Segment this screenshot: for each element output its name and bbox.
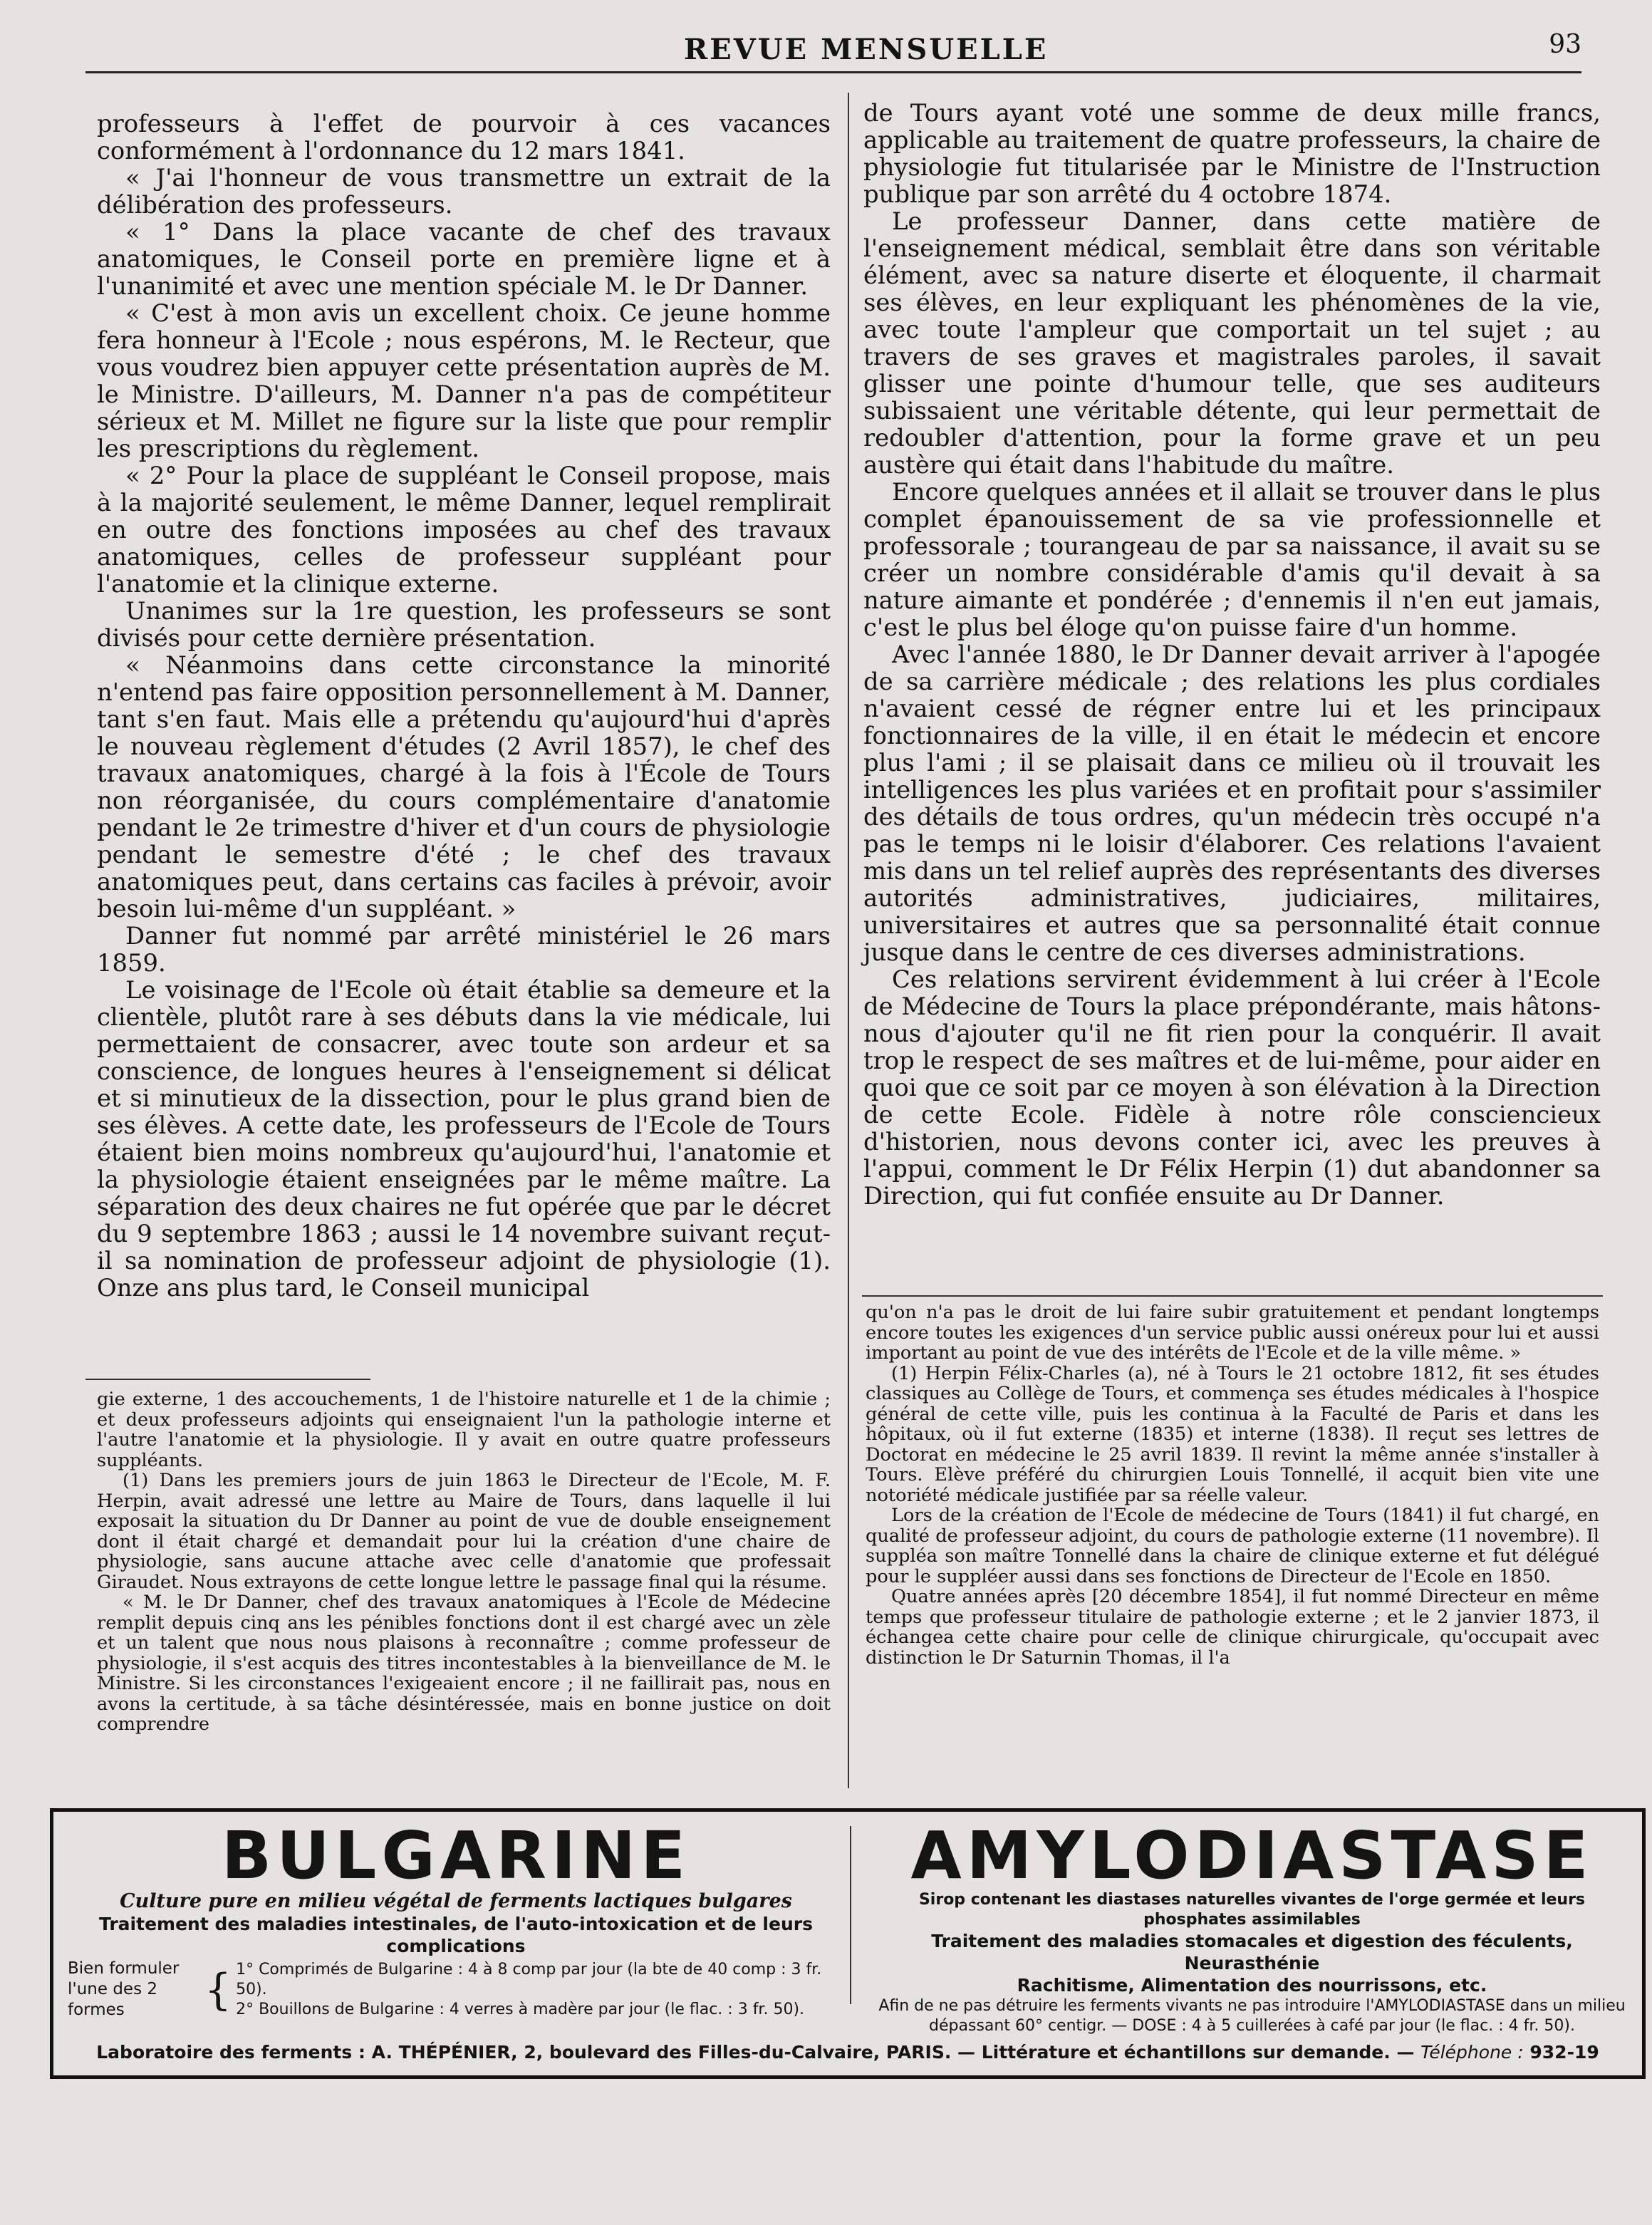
right-paragraph: Encore quelques années et il allait se trouver dans le plus complet épanouissement de sa vie professionnelle et professorale ; tourangeau de par sa naissance, il avait su se créer un nombre considérable d'amis qu'il devait à sa nature aimante et pondérée ; d'ennemis il n'en eut jamais, c'est le plus bel éloge qu'on puisse faire d'un homme. — [863, 478, 1601, 641]
ad-footer — [68, 2042, 1628, 2063]
left-paragraph: « C'est à mon avis un excellent choix. Ce jeune homme fera honneur à l'Ecole ; nous espérons, M. le Recteur, que vous voudrez bien appuyer cette présentation auprès de M. le Ministre. D'ailleurs, M. Danner n'a pas de compétiteur sérieux et M. Millet ne figure sur la liste que pour remplir les prescriptions du règlement. — [97, 299, 831, 462]
amylodiastase-line: Rachitisme, Alimentation des nourrissons, etc. — [1017, 1975, 1487, 1996]
footnote-rule — [862, 1295, 1603, 1297]
amylodiastase-line: Traitement des maladies stomacales et digestion des féculents, Neurasthénie — [931, 1931, 1573, 1974]
left-paragraph: Le voisinage de l'Ecole où était établie sa demeure et la clientèle, plutôt rare à ses débuts dans la vie médicale, lui permettaient de consacrer, avec toute son ardeur et sa conscience, de longues heures à l'enseignement si délicat et si minutieux de la dissection, pour le plus grand bien de ses élèves. A cette date, les professeurs de l'Ecole de Tours étaient bien moins nombreux qu'aujourd'hui, l'anatomie et la physiologie étaient enseignées par le même maître. La séparation des deux chaires ne fut opérée que par le décret du 9 septembre 1863 ; aussi le 14 novembre suivant reçut-il sa nomination de professeur adjoint de physiologie (1). Onze ans plus tard, le Conseil municipal — [97, 976, 831, 1302]
dosage-item: 2° Bouillons de Bulgarine : 4 verres à madère par jour (le flac. : 3 fr. 50). — [236, 2000, 805, 2018]
footnote: « M. le Dr Danner, chef des travaux anatomiques à l'Ecole de Médecine remplit depuis cinq ans les pénibles fonctions dont il est chargé avec un zèle et un talent que nous nous plaisons à reconnaître ; comme professeur de physiologie, il s'est acquis des titres incontestables à la bienveillance de M. le Ministre. Si les circonstances l'exigeaient encore ; il ne faillirait pas, nous en avons la certitude, à sa tâche désintéressée, mais en bonne justice on doit comprendre — [97, 1592, 831, 1735]
bulgarine-tagline: Culture pure en milieu végétal de ferments lactiques bulgares — [120, 1890, 792, 1912]
bulgarine-brand: BULGARINE — [221, 1817, 691, 1894]
amylodiastase-line: Sirop contenant les diastases naturelles vivantes de l'orge germée et leurs phosphates assimilables — [918, 1891, 1586, 1929]
laboratory-address: Laboratoire des ferments : A. THÉPÉNIER, 2, boulevard des Filles-du-Calvaire, PARIS. — Littérature et échantillons sur demande. — — [96, 2042, 1415, 2063]
advertisement-box — [50, 1808, 1646, 2079]
bulgarine-indication: Traitement des maladies intestinales, de l'auto-intoxication et de leurs complications — [99, 1914, 813, 1956]
page-number: 93 — [1549, 30, 1581, 59]
left-paragraph: « 1° Dans la place vacante de chef des travaux anatomiques, le Conseil porte en première ligne et à l'unanimité et avec une mention spéciale M. le Dr Danner. — [97, 218, 831, 300]
right-paragraph: Ces relations servirent évidemment à lui créer à l'Ecole de Médecine de Tours la place prépondérante, mais hâtons-nous d'ajouter qu'il ne fit rien pour la conquérir. Il avait trop le respect de ses maîtres et de lui-même, pour aider en quoi que ce soit par ce moyen à son élévation à la Direction de cette Ecole. Fidèle à notre rôle consciencieux d'historien, nous devons conter ici, avec les preuves à l'appui, comment le Dr Félix Herpin (1) dut abandonner sa Direction, qui fut confiée ensuite au Dr Danner. — [863, 965, 1601, 1210]
footnote: Lors de la création de l'Ecole de médecine de Tours (1841) il fut chargé, en qualité de professeur adjoint, du cours de pathologie externe (11 novembre). Il suppléa son maître Tonnellé dans la chaire de clinique externe et fut délégué pour le suppléer aussi dans ses fonctions de Directeur de l'Ecole en 1850. — [866, 1505, 1599, 1587]
column-divider — [848, 93, 849, 1788]
header-rule — [85, 71, 1581, 73]
running-title: REVUE MENSUELLE — [684, 33, 1049, 66]
right-paragraph: Avec l'année 1880, le Dr Danner devait arriver à l'apogée de sa carrière médicale ; des relations les plus cordiales n'avaient cessé de régner entre lui et les principaux fonctionnaires de la ville, il en était le médecin et encore plus l'ami ; il se plaisait dans ce milieu où il trouvait les intelligences les plus variées et en profitait pour s'assimiler des détails de tous ordres, qu'un médecin très occupé n'a pas le temps ni le loisir d'élaborer. Ces relations l'avaient mis dans un tel relief auprès des représentants des diverses autorités administratives, judiciaires, militaires, universitaires et autres que sa personnalité était connue jusque dans le centre de ces diverses administrations. — [863, 640, 1601, 966]
brace-icon: { — [204, 1964, 232, 2015]
left-paragraph: Danner fut nommé par arrêté ministériel le 26 mars 1859. — [97, 922, 831, 977]
footnote: qu'on n'a pas le droit de lui faire subir gratuitement et pendant longtemps encore toutes les exigences d'un service public aussi onéreux pour lui et aussi important au point de vue des intérêts de l'Ecole et de la ville même. » — [866, 1302, 1599, 1364]
bulgarine-ad — [68, 1817, 844, 2021]
bulgarine-dosage — [68, 1959, 844, 2021]
left-paragraph: « J'ai l'honneur de vous transmettre un extrait de la délibération des professeurs. — [97, 164, 831, 219]
left-paragraph: « 2° Pour la place de suppléant le Conseil propose, mais à la majorité seulement, le même Danner, lequel remplirait en outre des fonctions imposées au chef des travaux anatomiques, celles de professeur suppléant pour l'anatomie et la clinique externe. — [97, 462, 831, 598]
right-paragraph: de Tours ayant voté une somme de deux mille francs, applicable au traitement de quatre professeurs, la chaire de physiologie fut titularisée par le Ministre de l'Instruction publique par son arrêté du 4 octobre 1874. — [863, 99, 1601, 208]
footnote: gie externe, 1 des accouchements, 1 de l'histoire naturelle et 1 de la chimie ; et deux professeurs adjoints qui enseignaient l'un la pathologie interne et l'autre l'anatomie et la physiologie. Il y avait en outre quatre professeurs suppléants. — [97, 1389, 831, 1471]
dosage-items — [236, 1960, 844, 2020]
right-footnotes — [866, 1302, 1599, 1668]
right-column — [863, 100, 1601, 1210]
left-paragraph: « Néanmoins dans cette circonstance la minorité n'entend pas faire opposition personnellement à M. Danner, tant s'en faut. Mais elle a prétendu qu'aujourd'hui d'après le nouveau règlement d'études (2 Avril 1857), le chef des travaux anatomiques, chargé à la fois à l'École de Tours non réorganisée, du cours complémentaire d'anatomie pendant le 2e trimestre d'hiver et d'un cours de physiologie pendant le semestre d'été ; le chef des travaux anatomiques peut, dans certains cas faciles à prévoir, avoir besoin lui-même d'un suppléant. » — [97, 651, 831, 923]
footnote: (1) Herpin Félix-Charles (a), né à Tours le 21 octobre 1812, fit ses études classiques au Collège de Tours, et commença ses études médicales à l'hospice général de cette ville, puis les continua à la Faculté de Paris et dans les hôpitaux, où il fut externe (1835) et interne (1838). Il reçut ses lettres de Doctorat en médecine le 25 avril 1839. Il revint la même année s'installer à Tours. Elève préféré du chirurgien Louis Tonnellé, il acquit bien vite une notoriété médicale justifiée par sa réelle valeur. — [866, 1362, 1599, 1506]
dosage-label-line: Bien formuler — [68, 1959, 180, 1978]
footnote: (1) Dans les premiers jours de juin 1863 le Directeur de l'Ecole, M. F. Herpin, avait adressé une lettre au Maire de Tours, dans laquelle il lui exposait la situation du Dr Danner au point de vue de double enseignement dont il était chargé et demandait pour lui la création d'une chaire de physiologie, sans aucune attache avec celle d'anatomie que professait Giraudet. Nous extrayons de cette longue lettre le passage final qui la résume. — [97, 1470, 831, 1593]
amylodiastase-line: dépassant 60° centigr. — DOSE : 4 à 5 cuillerées à café par jour (le flac. : 4 fr. 50). — [929, 2017, 1575, 2035]
footnote-rule — [85, 1379, 370, 1380]
left-paragraph: Unanimes sur la 1re question, les professeurs se sont divisés pour cette dernière présentation. — [97, 597, 831, 652]
dosage-item: 1° Comprimés de Bulgarine : 4 à 8 comp par jour (la bte de 40 comp : 3 fr. 50). — [236, 1960, 822, 1998]
dosage-label-line: l'une des 2 formes — [68, 1980, 158, 2019]
left-footnotes — [97, 1389, 831, 1735]
amylodiastase-line: Afin de ne pas détruire les ferments vivants ne pas introduire l'AMYLODIASTASE dans un milieu — [878, 1997, 1626, 2015]
phone-number: 932-19 — [1529, 2042, 1599, 2063]
amylodiastase-brand: AMYLODIASTASE — [910, 1817, 1594, 1894]
right-paragraph: Le professeur Danner, dans cette matière de l'enseignement médical, semblait être dans son véritable élément, avec sa nature diserte et éloquente, il charmait ses élèves, en leur expliquant les phénomènes de la vie, avec toute l'ampleur que comportait un tel sujet ; au travers de ses graves et magistrales paroles, il savait glisser une pointe d'humour telle, que ses auditeurs subissaient une véritable détente, qui leur permettait de redoubler d'attention, pour la forme grave et un peu austère qui était dans l'habitude du maître. — [863, 207, 1601, 479]
running-head — [85, 30, 1581, 73]
footnote: Quatre années après [20 décembre 1854], il fut nommé Directeur en même temps que professeur titulaire de pathologie externe ; et le 2 janvier 1873, il échangea cette chaire pour celle de clinique chirurgicale, qu'occupait avec distinction le Dr Saturnin Thomas, il l'a — [866, 1586, 1599, 1669]
ad-divider — [850, 1826, 851, 2004]
left-column — [97, 110, 831, 1302]
dosage-label — [68, 1959, 200, 2021]
left-paragraph: professeurs à l'effet de pourvoir à ces vacances conformément à l'ordonnance du 12 mars 1841. — [97, 110, 831, 165]
amylodiastase-ad — [866, 1817, 1638, 2036]
phone-label: Téléphone : — [1420, 2042, 1524, 2063]
